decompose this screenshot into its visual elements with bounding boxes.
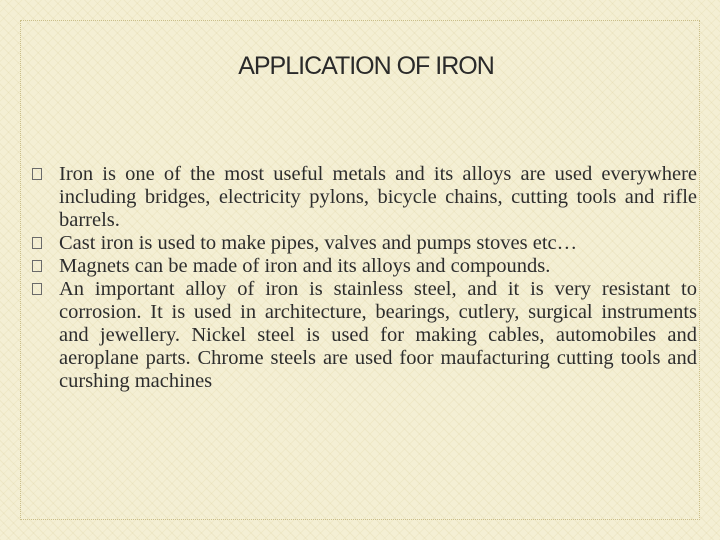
bullet-box-icon [32, 260, 42, 272]
bullet-item [32, 232, 697, 255]
bullet-item [32, 278, 697, 393]
bullet-text: Magnets can be made of iron and its alloys and compounds. [59, 255, 551, 277]
bullet-item [32, 163, 697, 232]
slide-border-left [20, 20, 21, 520]
bullet-text: An important alloy of iron is stainless steel, and it is very resistant to corrosion. It is used in architecture, bearings, cutlery, surgical instruments and jewellery. Nickel steel is used for making cables, automobiles and aeroplane parts. Chrome steels are used foor maufacturing cutting tools and curshing machines [59, 278, 697, 392]
bullet-list [32, 163, 697, 393]
slide-border-bottom [20, 519, 700, 520]
bullet-text: Cast iron is used to make pipes, valves and pumps stoves etc… [59, 232, 578, 254]
slide-border-right [699, 20, 700, 520]
bullet-box-icon [32, 168, 42, 180]
bullet-box-icon [32, 283, 42, 295]
bullet-text: Iron is one of the most useful metals and its alloys are used everywhere including bridges, electricity pylons, bicycle chains, cutting tools and rifle barrels. [59, 163, 697, 231]
bullet-item [32, 255, 697, 278]
bullet-box-icon [32, 237, 42, 249]
slide-border-top [20, 20, 700, 21]
slide-title: APPLICATION OF IRON [238, 52, 494, 80]
